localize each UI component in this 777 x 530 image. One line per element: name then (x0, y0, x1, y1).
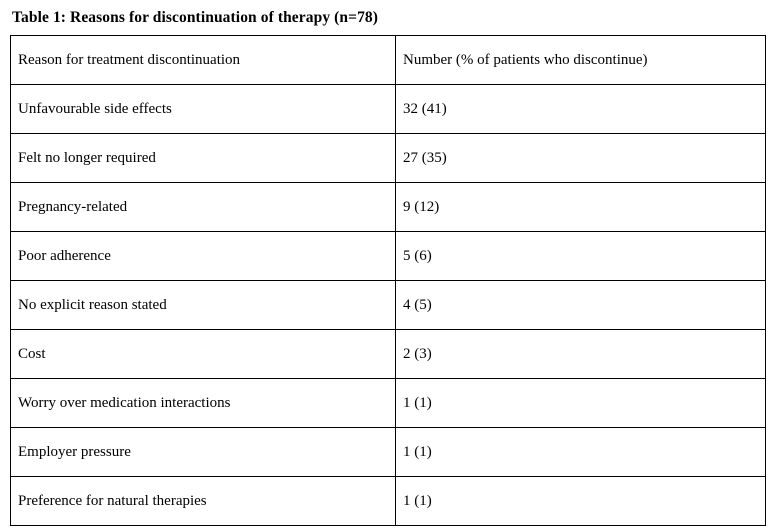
discontinuation-reasons-table (10, 35, 766, 526)
cell-number: 1 (1) (396, 379, 766, 428)
table-row (11, 232, 766, 281)
cell-reason: Felt no longer required (11, 134, 396, 183)
table-row (11, 85, 766, 134)
cell-reason: Worry over medication interactions (11, 379, 396, 428)
cell-reason: No explicit reason stated (11, 281, 396, 330)
cell-reason: Pregnancy-related (11, 183, 396, 232)
cell-number: 4 (5) (396, 281, 766, 330)
cell-number: 1 (1) (396, 477, 766, 526)
table-row (11, 134, 766, 183)
table-header-row (11, 36, 766, 85)
table-row (11, 183, 766, 232)
table-row (11, 330, 766, 379)
table-row (11, 281, 766, 330)
table-row (11, 477, 766, 526)
cell-number: 5 (6) (396, 232, 766, 281)
cell-number: 27 (35) (396, 134, 766, 183)
cell-reason: Preference for natural therapies (11, 477, 396, 526)
cell-number: 1 (1) (396, 428, 766, 477)
cell-number: 32 (41) (396, 85, 766, 134)
column-header-reason: Reason for treatment discontinuation (11, 36, 396, 85)
cell-reason: Employer pressure (11, 428, 396, 477)
cell-number: 2 (3) (396, 330, 766, 379)
cell-reason: Poor adherence (11, 232, 396, 281)
cell-reason: Unfavourable side effects (11, 85, 396, 134)
cell-number: 9 (12) (396, 183, 766, 232)
cell-reason: Cost (11, 330, 396, 379)
table-row (11, 379, 766, 428)
column-header-number: Number (% of patients who discontinue) (396, 36, 766, 85)
table-caption: Table 1: Reasons for discontinuation of therapy (n=78) (12, 9, 379, 26)
table-row (11, 428, 766, 477)
